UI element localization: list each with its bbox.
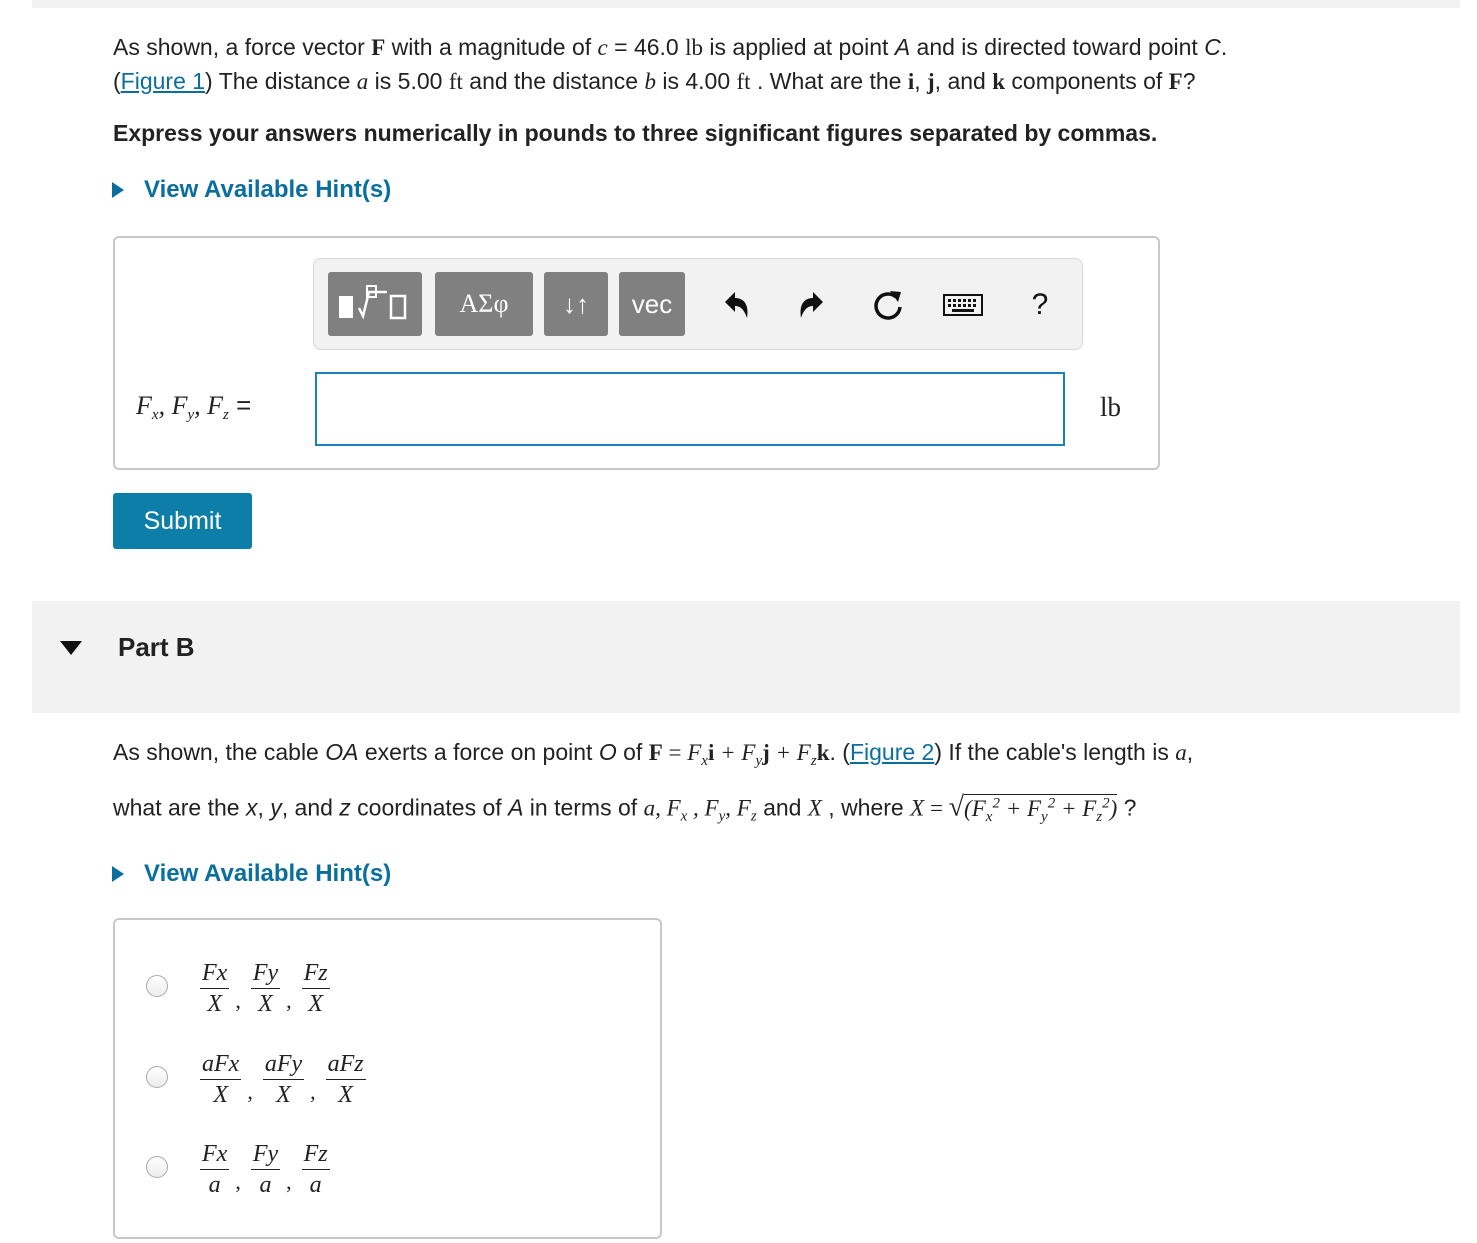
part-b-question-line-2: what are the x, y, and z coordinates of A in terms of a, $F_x$ , $F_y$, $F_z$ and X , where $X = √(F_x^2 + F_y^2 + F_z^2)$ ? [113, 786, 1136, 834]
choice-1-expression[interactable]: $\frac{Fx}{X}$ , $\frac{Fy}{X}$ , $\frac{Fz}{X}$ [202, 960, 328, 1017]
redo-icon [795, 288, 829, 322]
submit-button[interactable]: Submit [113, 493, 252, 549]
hint-toggle-b[interactable]: View Available Hint(s) [112, 860, 391, 888]
math-toolbar [313, 258, 1083, 350]
triangle-right-icon [112, 182, 124, 198]
figure-2-link[interactable]: Figure 2 [849, 739, 935, 765]
reset-button[interactable] [866, 283, 910, 327]
sqrt-expression: $√(F_x^2 + F_y^2 + F_z^2)$ [948, 791, 1118, 825]
top-divider [32, 0, 1460, 8]
templates-icon [335, 282, 415, 326]
answer-input[interactable] [315, 372, 1065, 446]
part-b-title: Part B [118, 632, 195, 662]
question-line-2: (Figure 1) The distance a is 5.00 ft and the distance b is 4.00 ft . What are the i, j, and k components of F? [113, 68, 1196, 94]
choice-radio-1[interactable] [146, 975, 168, 997]
answer-label: $F_x$, $F_y$, $F_z$ = [136, 390, 252, 423]
undo-icon [719, 288, 753, 322]
choice-3-expression[interactable]: $\frac{Fx}{a}$ , $\frac{Fy}{a}$ , $\frac{Fz}{a}$ [202, 1141, 328, 1198]
keyboard-icon [942, 292, 984, 318]
part-b-header[interactable] [32, 601, 1460, 713]
vec-button[interactable]: vec [619, 272, 685, 336]
choice-radio-2[interactable] [146, 1066, 168, 1088]
figure-1-link[interactable]: Figure 1 [120, 68, 206, 94]
part-b-question-line-1: As shown, the cable OA exerts a force on point O of $F = F_xi + F_yj + F_zk$. (Figure 2) If the cable's length is a, [113, 739, 1194, 769]
question-line-1: As shown, a force vector F with a magnitude of c = 46.0 lb is applied at point A and is directed toward point C. [113, 34, 1228, 60]
unit-label: lb [1100, 392, 1122, 422]
subsup-button[interactable]: ↓↑ [544, 272, 608, 336]
redo-button[interactable] [790, 283, 834, 327]
choice-2-expression[interactable]: $\frac{\text{aFx}}{X}$ , $\frac{\text{aFy}}{X}$ , $\frac{\text{aFz}}{X}$ [202, 1051, 364, 1108]
choice-radio-3[interactable] [146, 1156, 168, 1178]
help-button[interactable]: ? [1031, 288, 1049, 321]
undo-button[interactable] [714, 283, 758, 327]
reset-icon [870, 287, 906, 323]
symbols-button[interactable]: ΑΣφ [435, 272, 533, 336]
collapse-triangle-icon [60, 641, 82, 655]
templates-button[interactable] [328, 272, 422, 336]
triangle-right-icon [112, 866, 124, 882]
hint-toggle-a[interactable]: View Available Hint(s) [112, 176, 391, 204]
keyboard-button[interactable] [940, 283, 986, 327]
instruction: Express your answers numerically in pounds to three significant figures separated by commas. [113, 120, 1158, 146]
